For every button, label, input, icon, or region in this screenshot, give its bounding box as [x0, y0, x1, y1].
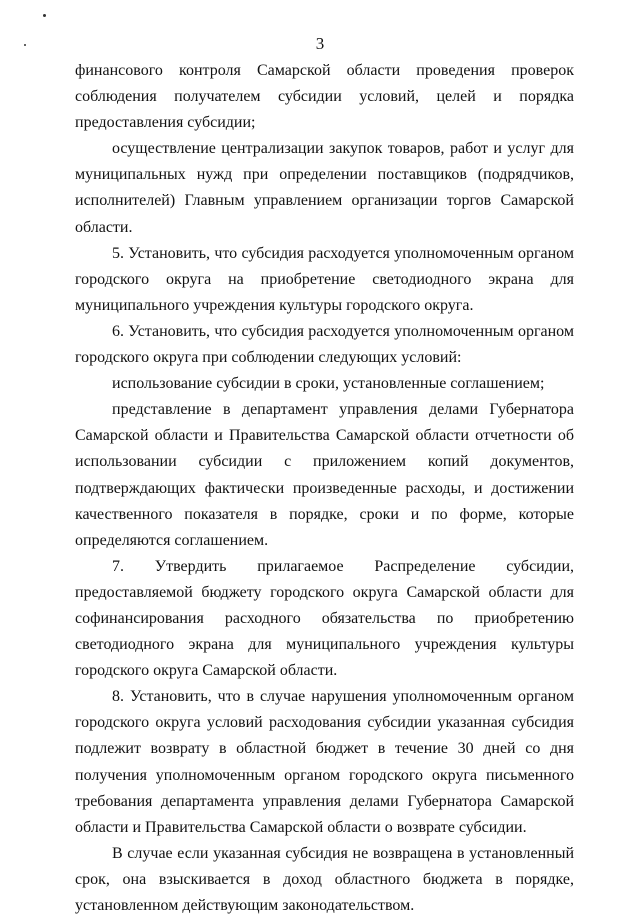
- page-number: 3: [315, 34, 325, 53]
- paragraph-item-5: 5. Установить, что субсидия расходуется уполномоченным органом городского округа на приобретение светодиодного экрана для муниципального учреждения культуры городского округа.: [75, 244, 574, 314]
- paragraph-condition-deadlines: использование субсидии в сроки, установленные соглашением;: [112, 375, 545, 393]
- paragraph-continuation: финансового контроля Самарской области проведения проверок соблюдения получателем субсидии условий, целей и порядка предоставления субсидии;: [75, 62, 574, 132]
- scan-speck: [43, 14, 46, 17]
- paragraph-item-6: 6. Установить, что субсидия расходуется уполномоченным органом городского округа при соблюдении следующих условий:: [75, 322, 574, 367]
- paragraph-centralized-procurement: осуществление централизации закупок товаров, работ и услуг для муниципальных нужд при определении поставщиков (подрядчиков, исполнителей) Главным управлением организации торгов Самарской области.: [75, 140, 574, 236]
- paragraph-condition-reporting: представление в департамент управления делами Губернатора Самарской области и Правительства Самарской области отчетности об использовании субсидии с приложением копий документов, подтверждающих фактически произведенные расходы, и достижении качественного показателя в порядке, сроки и по форме, которые определяются соглашением.: [75, 401, 574, 549]
- paragraph-item-8: 8. Установить, что в случае нарушения уполномоченным органом городского округа условий расходования субсидии указанная субсидия подлежит возврату в областной бюджет в течение 30 дней со дня получения уполномоченным органом городского округа письменного требования департамента управления делами Губернатора Самарской области и Правительства Самарской области о возврате субсидии.: [75, 688, 574, 836]
- paragraph-item-7: 7. Утвердить прилагаемое Распределение субсидии, предоставляемой бюджету городского округа Самарской области для софинансирования расходного обязательства по приобретению светодиодного экрана для муниципального учреждения культуры городского округа Самарской области.: [75, 557, 574, 680]
- document-body: [75, 58, 574, 919]
- paragraph-recovery: В случае если указанная субсидия не возвращена в установленный срок, она взыскивается в доход областного бюджета в порядке, установленном действующим законодательством.: [75, 844, 574, 914]
